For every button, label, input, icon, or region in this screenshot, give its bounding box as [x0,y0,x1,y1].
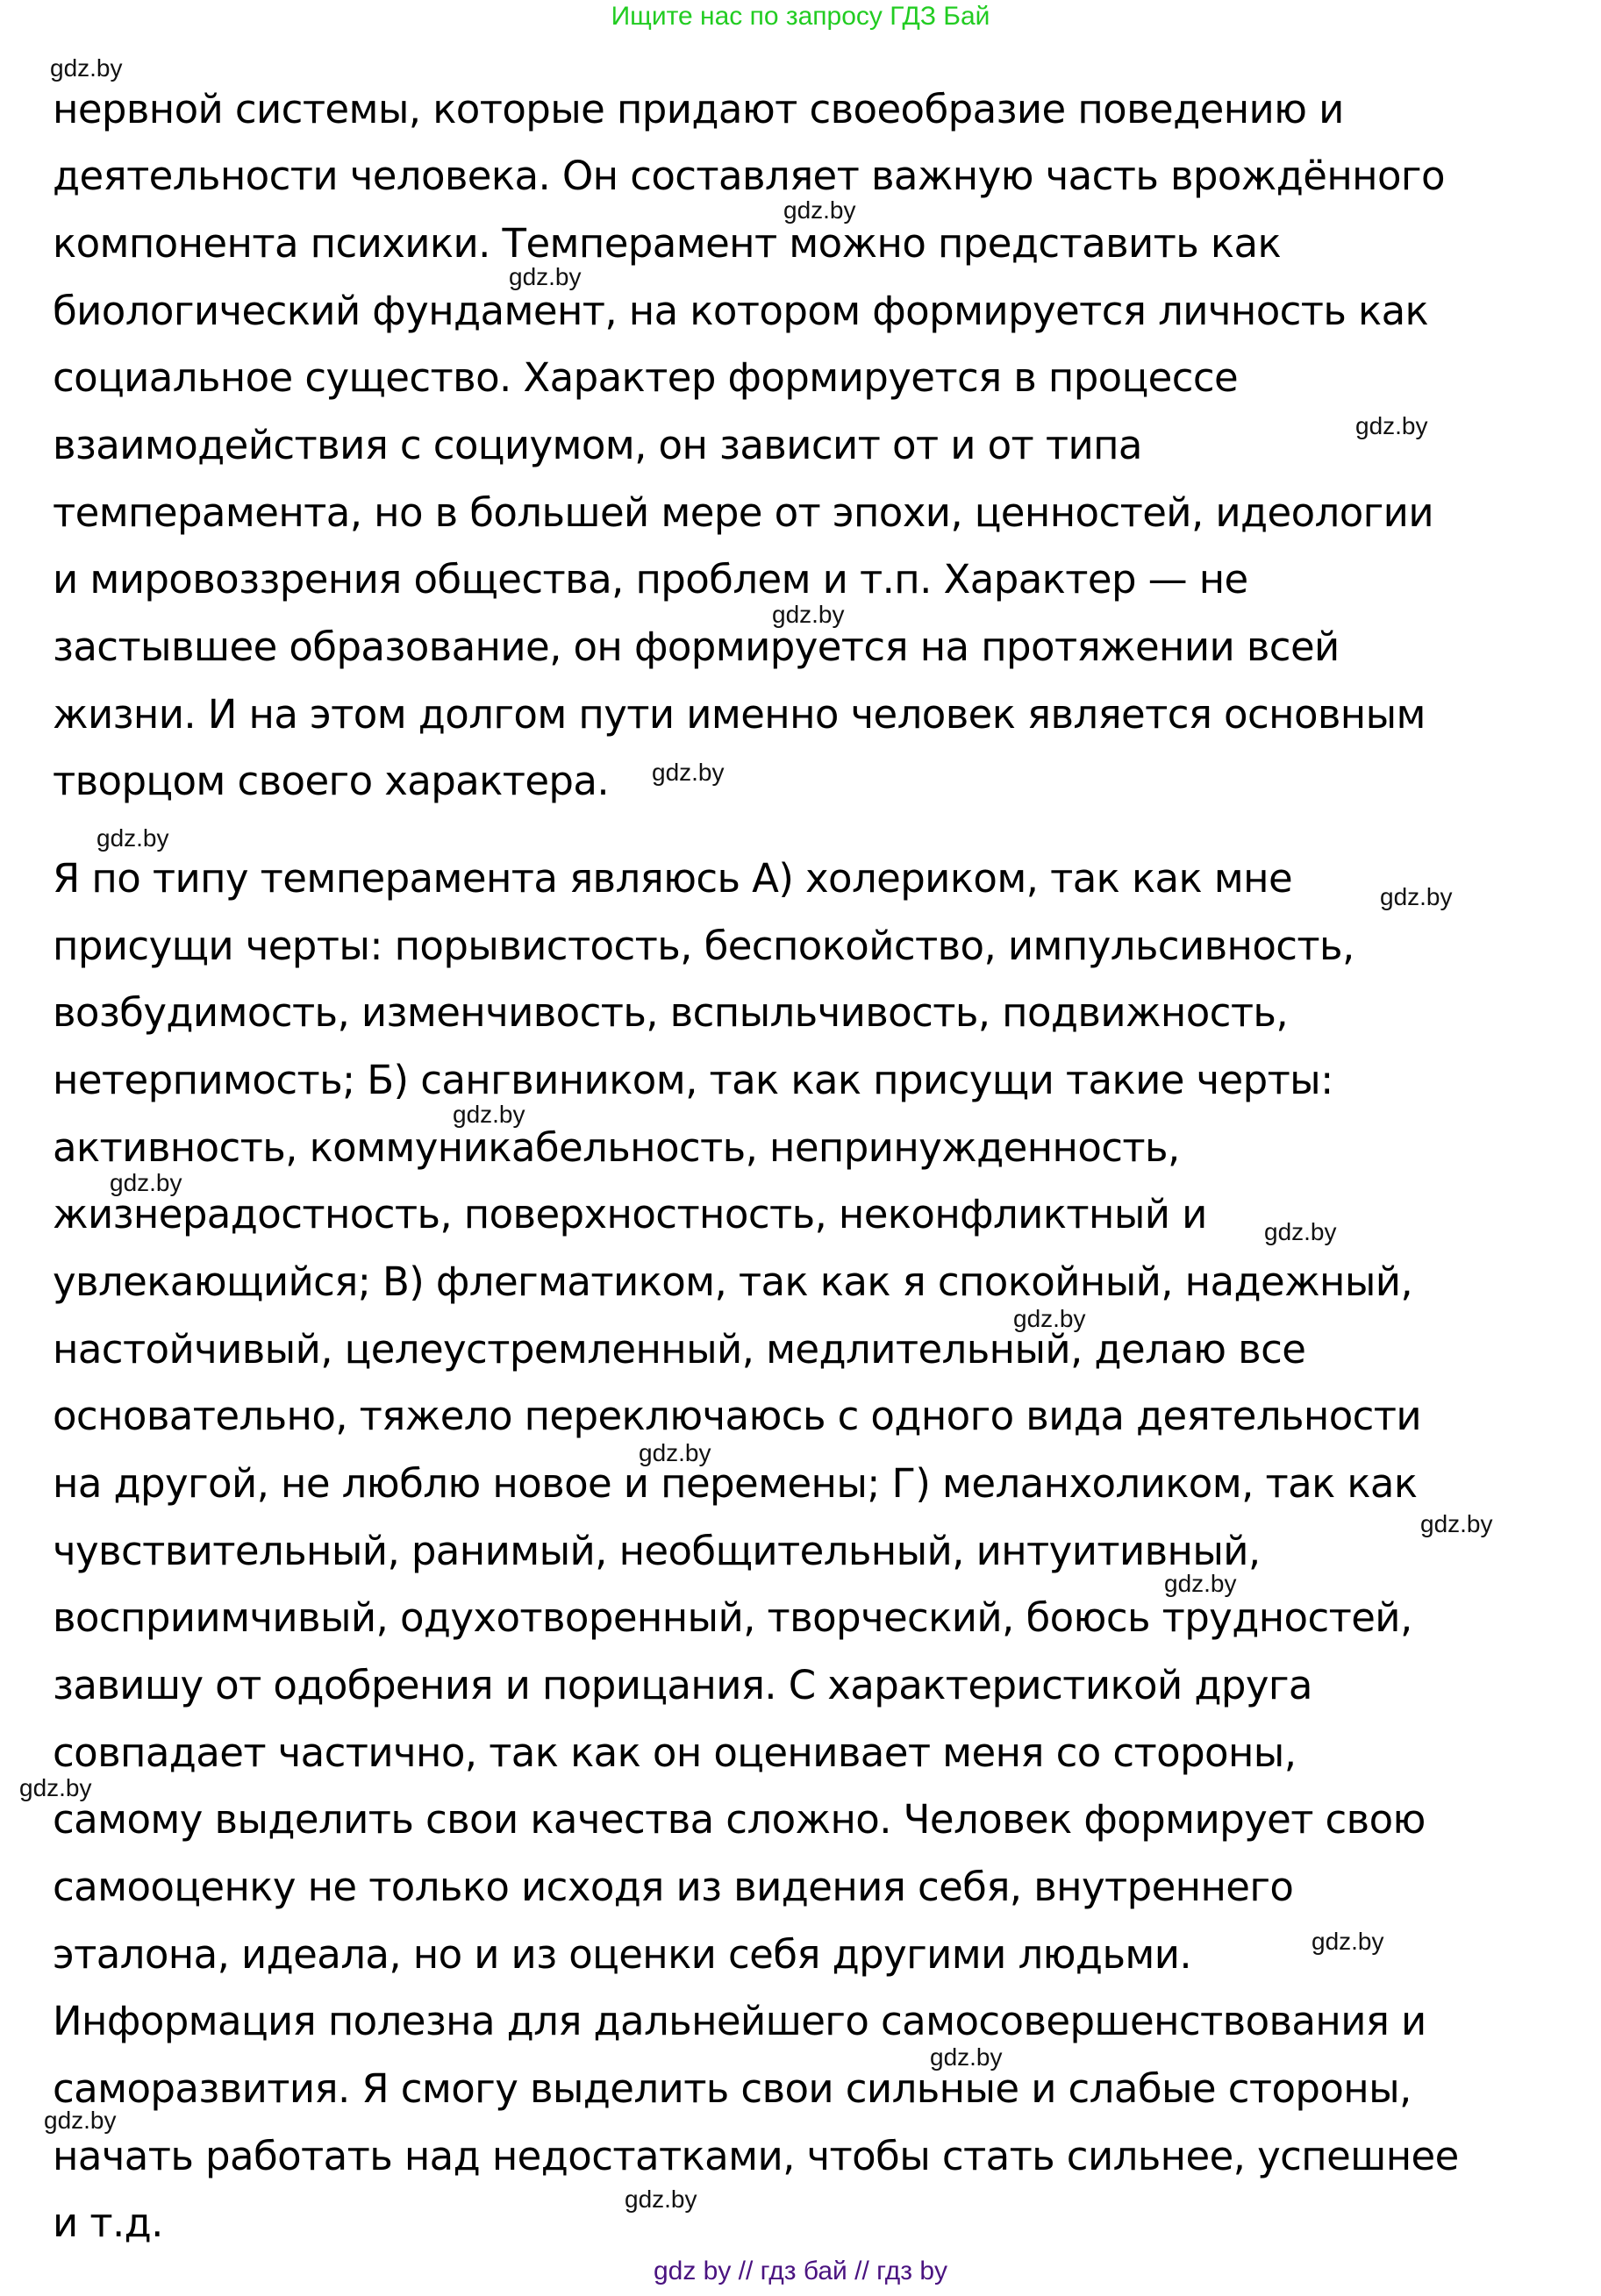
text-line: деятельности человека. Он составляет важную часть врождённого [53,153,1445,199]
watermark: gdz.by [625,2185,697,2213]
watermark: gdz.by [1164,1570,1237,1597]
watermark: gdz.by [19,1774,92,1801]
watermark: gdz.by [772,601,845,628]
watermark: gdz.by [110,1169,182,1196]
watermark: gdz.by [639,1439,711,1466]
text-line: и мировоззрения общества, проблем и т.п. Характер — не [53,556,1248,603]
watermark: gdz.by [1264,1218,1337,1245]
text-line: завишу от одобрения и порицания. С характеристикой друга [53,1662,1312,1708]
text-line: на другой, не люблю новое и перемены; Г) меланхоликом, так как [53,1460,1418,1507]
text-line: самому выделить свои качества сложно. Человек формирует свою [53,1796,1426,1843]
text-line: самооценку не только исходя из видения себя, внутреннего [53,1864,1294,1910]
text-line: саморазвития. Я смогу выделить свои сильные и слабые стороны, [53,2065,1412,2112]
watermark: gdz.by [783,196,856,224]
watermark: gdz.by [1420,1510,1493,1537]
watermark: gdz.by [96,824,169,852]
text-line: настойчивый, целеустремленный, медлительный, делаю все [53,1326,1306,1373]
text-line: нетерпимость; Б) сангвиником, так как присущи такие черты: [53,1057,1333,1103]
watermark: gdz.by [1013,1305,1086,1332]
text-line: жизнерадостность, поверхностность, неконфликтный и [53,1191,1207,1237]
watermark: gdz.by [509,263,582,290]
footer-links: gdz by // гдз бай // гдз by [653,2257,948,2285]
text-line: взаимодействия с социумом, он зависит от и от типа [53,422,1142,468]
watermark: gdz.by [930,2043,1003,2071]
text-line: Информация полезна для дальнейшего самосовершенствования и [53,1998,1426,2044]
text-line: эталона, идеала, но и из оценки себя другими людьми. [53,1931,1192,1978]
text-line: нервной системы, которые придают своеобразие поведению и [53,86,1344,132]
text-line: социальное существо. Характер формируется в процессе [53,354,1239,401]
watermark: gdz.by [50,54,123,82]
watermark: gdz.by [1355,412,1428,439]
watermark: gdz.by [1312,1928,1384,1955]
text-line: активность, коммуникабельность, непринужденность, [53,1124,1180,1171]
search-banner: Ищите нас по запросу ГДЗ Бай [611,2,990,31]
text-line: творцом своего характера. [53,758,610,804]
watermark: gdz.by [1380,883,1453,910]
text-line: начать работать над недостатками, чтобы стать сильнее, успешнее [53,2133,1459,2179]
text-line: совпадает частично, так как он оценивает меня со стороны, [53,1729,1297,1776]
text-line: чувствительный, ранимый, необщительный, интуитивный, [53,1528,1261,1574]
text-line: Я по типу темперамента являюсь А) холериком, так как мне [53,855,1293,902]
watermark: gdz.by [44,2107,117,2134]
text-line: возбудимость, изменчивость, вспыльчивость, подвижность, [53,989,1289,1036]
text-line: увлекающийся; В) флегматиком, так как я спокойный, надежный, [53,1259,1413,1305]
text-line: застывшее образование, он формируется на протяжении всей [53,624,1340,670]
text-line: присущи черты: порывистость, беспокойство, импульсивность, [53,923,1354,969]
text-line: основательно, тяжело переключаюсь с одного вида деятельности [53,1393,1422,1439]
text-line: темперамента, но в большей мере от эпохи, ценностей, идеологии [53,489,1433,536]
text-line: жизни. И на этом долгом пути именно человек является основным [53,691,1426,738]
watermark: gdz.by [652,759,725,786]
watermark: gdz.by [453,1101,525,1128]
text-line: восприимчивый, одухотворенный, творческий, боюсь трудностей, [53,1594,1412,1641]
text-line: биологический фундамент, на котором формируется личность как [53,288,1429,334]
text-line: компонента психики. Темперамент можно представить как [53,220,1282,267]
text-line: и т.д. [53,2200,163,2246]
